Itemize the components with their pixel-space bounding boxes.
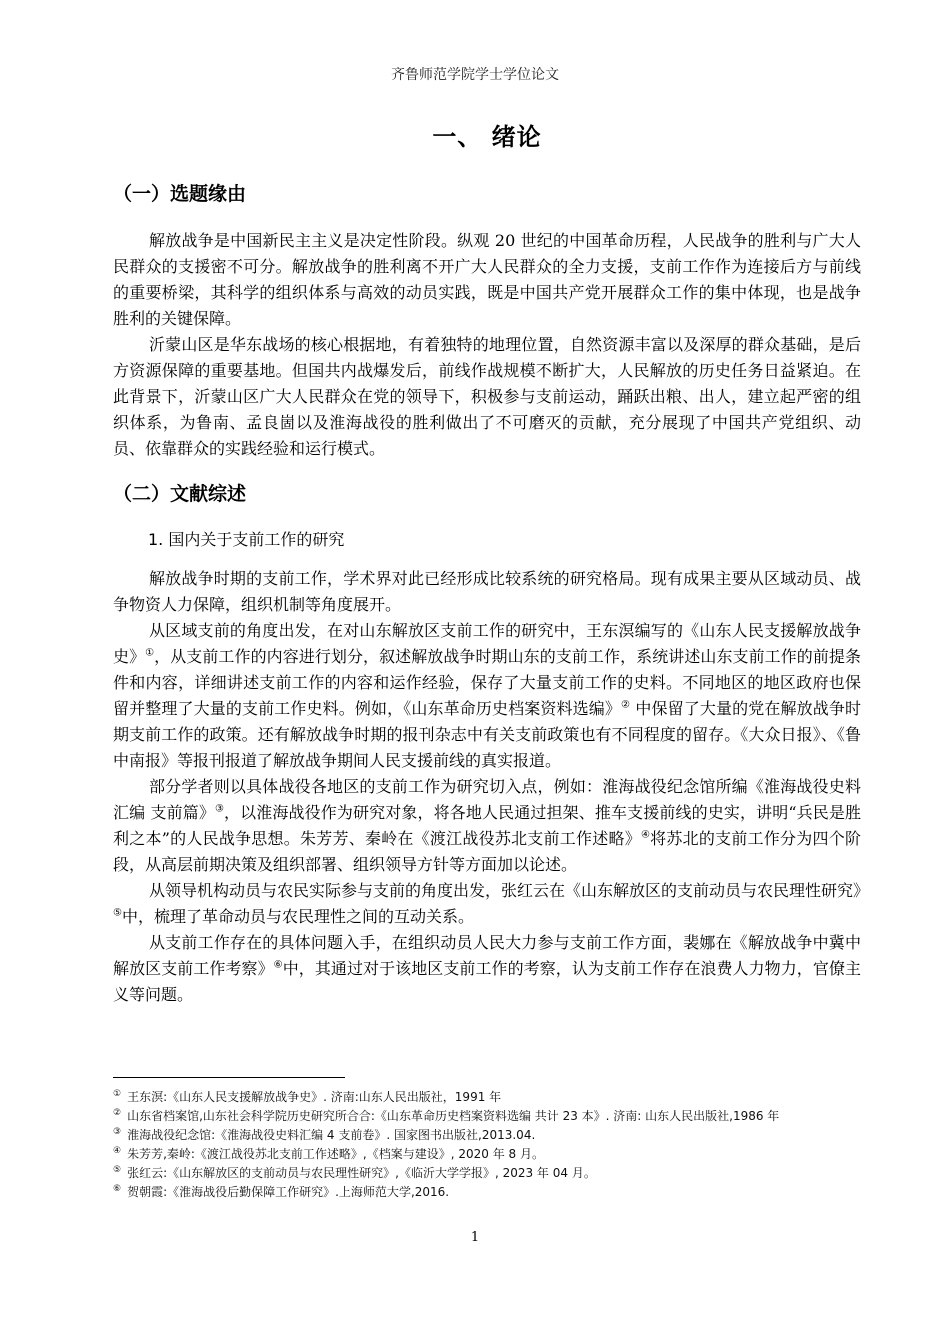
paragraph: 沂蒙山区是华东战场的核心根据地，有着独特的地理位置，自然资源丰富以及深厚的群众基础，是后方资源保障的重要基地。但国共内战爆发后，前线作战规模不断扩大，人民解放的历史任务日益紧迫。在此背景下，沂蒙山区广大人民群众在党的领导下，积极参与支前运动，踊跃出粮、出人，建立起严密的组织体系，为鲁南、孟良崮以及淮海战役的胜利做出了不可磨灭的贡献，充分展现了中国共产党组织、动员、依靠群众的实践经验和运行模式。 [113, 335, 861, 458]
running-header: 齐鲁师范学院学士学位论文 [391, 67, 559, 83]
subsection-title: 1. 国内关于支前工作的研究 [148, 530, 345, 549]
footnote-text: 山东省档案馆,山东社会科学院历史研究所合合:《山东革命历史档案资料选编 共计 23 本》. 济南: 山东人民出版社,1986 年 [127, 1109, 780, 1123]
page-number: 1 [470, 1230, 480, 1245]
footnote [113, 1164, 853, 1183]
footnote [113, 1145, 853, 1164]
footnote-ref[interactable]: ⑤ [113, 907, 122, 919]
section-title-origin: （一）选题缘由 [113, 183, 247, 205]
footnote-text: 张红云:《山东解放区的支前动员与农民理性研究》,《临沂大学学报》, 2023 年 04 月。 [127, 1166, 596, 1180]
footnote-mark: ③ [113, 1127, 122, 1137]
footnote-text: 王东溟:《山东人民支援解放战争史》. 济南:山东人民出版社，1991 年 [127, 1090, 502, 1104]
paragraph [113, 774, 861, 878]
footnote [113, 1183, 853, 1202]
footnote-ref[interactable]: ② [621, 699, 631, 711]
paragraph-text: 从支前工作存在的具体问题入手，在组织动员人民大力参与支前工作方面，裴娜在《解放战争中冀中解放区支前工作考察》 [113, 933, 861, 978]
footnote-separator [113, 1077, 345, 1078]
paragraph-text: 中保留了大量的党在解放战争时期支前工作的政策。还有解放战争时期的报刊杂志中有关支前政策也有不同程度的留存。《大众日报》、《鲁中南报》等报刊报道了解放战争期间人民支援前线的真实报道。 [113, 699, 861, 770]
footnote [113, 1126, 853, 1145]
footnote-mark: ④ [113, 1146, 122, 1156]
paragraph-text: 中，梳理了革命动员与农民理性之间的互动关系。 [121, 907, 474, 926]
page-body [113, 120, 870, 1008]
paragraph: 解放战争是中国新民主主义是决定性阶段。纵观 20 世纪的中国革命历程，人民战争的胜利与广大人民群众的支援密不可分。解放战争的胜利离不开广大人民群众的全力支援，支前工作作为连接后方与前线的重要桥梁，其科学的组织体系与高效的动员实践，既是中国共产党开展群众工作的集中体现，也是战争胜利的关键保障。 [113, 231, 861, 328]
footnote [113, 1088, 853, 1107]
paragraph: 解放战争时期的支前工作，学术界对此已经形成比较系统的研究格局。现有成果主要从区域动员、战争物资人力保障，组织机制等角度展开。 [113, 569, 861, 614]
footnote-text: 贺朝霞:《淮海战役后勤保障工作研究》.上海师范大学,2016. [127, 1185, 450, 1199]
footnote-ref[interactable]: ③ [214, 803, 225, 815]
footnote-text: 淮海战役纪念馆:《淮海战役史料汇编 4 支前卷》. 国家图书出版社,2013.04. [127, 1128, 536, 1142]
footnote-text: 朱芳芳,秦岭:《渡江战役苏北支前工作述略》,《档案与建设》, 2020 年 8 月。 [127, 1147, 544, 1161]
paragraph-text: 从领导机构动员与农民实际参与支前的角度出发，张红云在《山东解放区的支前动员与农民理性研究》 [149, 881, 870, 900]
footnote [113, 1107, 853, 1126]
footnote-mark: ② [113, 1108, 122, 1118]
paragraph-text: ，从支前工作的内容进行划分，叙述解放战争时期山东的支前工作，系统讲述山东支前工作的前提条件和内容，详细讲述支前工作的内容和运作经验，保存了大量支前工作的史料。不同地区的地区政府也保留并整理了大量的支前工作史料。例如，《山东革命历史档案资料选编》 [113, 647, 861, 718]
paragraph-text: 部分学者则以具体战役各地区的支前工作为研究切入点，例如：淮海战役纪念馆所编《淮海战役史料汇编 支前篇》 [113, 777, 861, 822]
footnote-ref[interactable]: ④ [640, 829, 651, 841]
footnote-ref[interactable]: ⑥ [273, 959, 283, 971]
paragraph [113, 930, 861, 1008]
footnote-mark: ⑥ [113, 1184, 122, 1194]
paragraph-text: 将苏北的支前工作分为四个阶段，从高层前期决策及组织部署、组织领导方针等方面加以论述。 [113, 829, 861, 874]
paragraph [113, 618, 861, 774]
paragraph-text: 从区域支前的角度出发，在对山东解放区支前工作的研究中，王东溟编写的《山东人民支援解放战争史》 [113, 621, 861, 666]
paragraph [113, 878, 870, 930]
paragraph-text: 中，其通过对于该地区支前工作的考察，认为支前工作存在浪费人力物力，官僚主义等问题。 [113, 959, 861, 1004]
footnote-mark: ① [113, 1089, 122, 1099]
footnote-mark: ⑤ [113, 1165, 122, 1175]
chapter-title: 一、 绪论 [432, 123, 542, 151]
section-spacer [113, 462, 861, 480]
footnotes [113, 1088, 853, 1202]
section-title-literature: （二）文献综述 [113, 483, 247, 505]
paragraph-text: ，以淮海战役作为研究对象，将各地人民通过担架、推车支援前线的史实，讲明“兵民是胜利之本”的人民战争思想。朱芳芳、秦岭在《渡江战役苏北支前工作述略》 [113, 803, 861, 848]
footnote-ref[interactable]: ① [145, 647, 155, 659]
